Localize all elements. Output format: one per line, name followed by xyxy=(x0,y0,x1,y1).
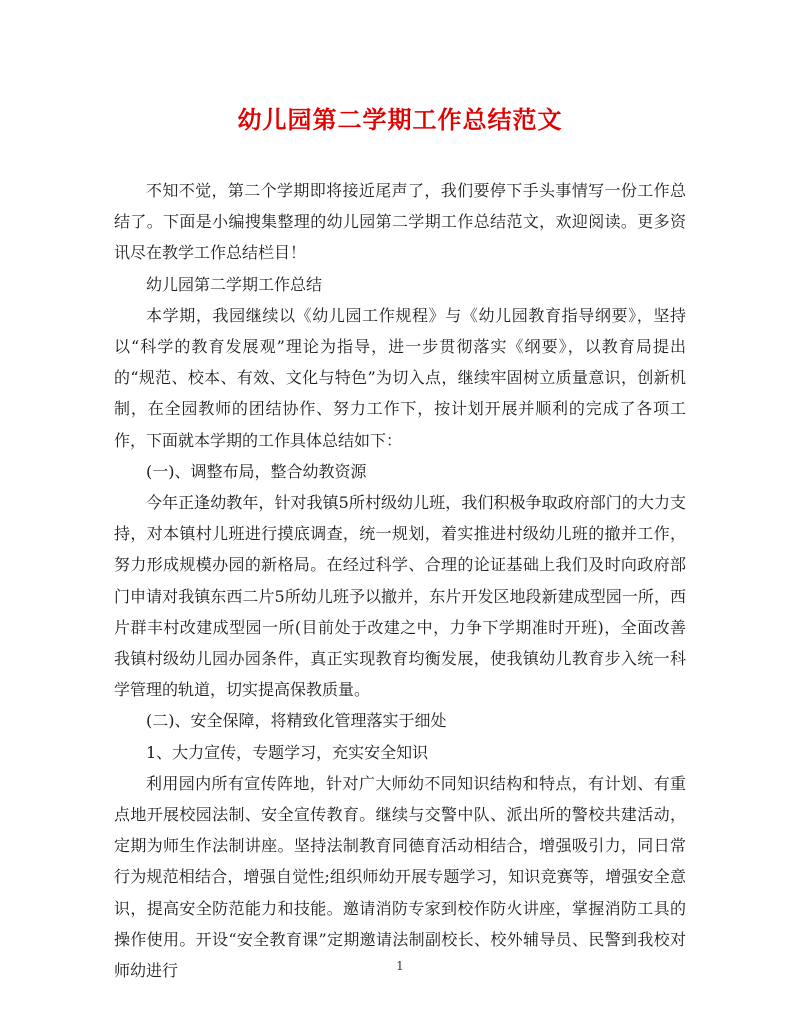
subsection-heading-2: (二)、安全保障，将精致化管理落实于细处 xyxy=(146,711,447,731)
subsection-heading-1: (一)、调整布局，整合幼教资源 xyxy=(146,461,367,481)
document-title: 幼儿园第二学期工作总结范文 xyxy=(237,105,563,134)
intro-paragraph: 不知不觉，第二个学期即将接近尾声了，我们要停下手头事情写一份工作总结了。下面是小编搜集整理的幼儿园第二学期工作总结范文，欢迎阅读。更多资讯尽在教学工作总结栏目！ xyxy=(114,181,686,263)
section-heading: 幼儿园第二学期工作总结 xyxy=(146,274,323,294)
layout-paragraph: 今年正逢幼教年，针对我镇5所村级幼儿班，我们积极争取政府部门的大力支持，对本镇村儿班进行摸底调查，统一规划，着实推进村级幼儿班的撤并工作，努力形成规模办园的新格局。在经过科学、合理的论证基础上我们及时向政府部门申请对我镇东西二片5所幼儿班予以撤并，东片开发区地段新建成型园一所，西片群丰村改建成型园一所(目前处于改建之中，力争下学期准时开班)，全面改善我镇村级幼儿园办园条件，真正实现教育均衡发展，使我镇幼儿教育步入统一科学管理的轨道，切实提高保教质量。 xyxy=(114,493,686,700)
document-body xyxy=(114,175,686,986)
safety-paragraph: 利用园内所有宣传阵地，针对广大师幼不同知识结构和特点，有计划、有重点地开展校园法制、安全宣传教育。继续与交警中队、派出所的警校共建活动，定期为师生作法制讲座。坚持法制教育同德育活动相结合，增强吸引力，同日常行为规范相结合，增强自觉性;组织师幼开展专题学习，知识竞赛等，增强安全意识，提高安全防范能力和技能。邀请消防专家到校作防火讲座，掌握消防工具的操作使用。开设“安全教育课”定期邀请法制副校长、校外辅导员、民警到我校对师幼进行 xyxy=(114,773,686,981)
item-heading-1: 1、大力宣传，专题学习，充实安全知识 xyxy=(146,742,429,762)
page-number: 1 xyxy=(396,959,404,973)
summary-paragraph: 本学期，我园继续以《幼儿园工作规程》与《幼儿园教育指导纲要》，坚持以“科学的教育发展观”理论为指导，进一步贯彻落实《纲要》，以教育局提出的“规范、校本、有效、文化与特色”为切入点，继续牢固树立质量意识，创新机制，在全园教师的团结协作、努力工作下，按计划开展并顺利的完成了各项工作，下面就本学期的工作具体总结如下： xyxy=(114,305,686,450)
